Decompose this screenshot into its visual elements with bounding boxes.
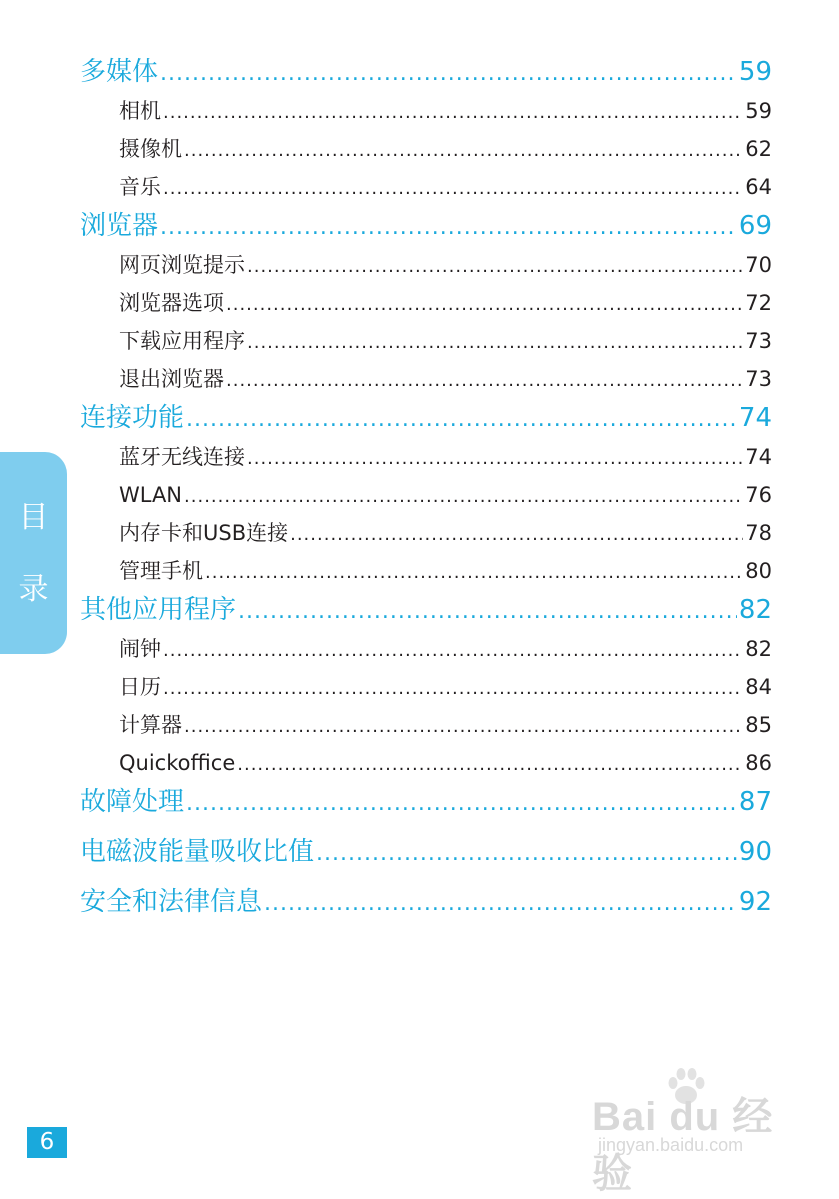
toc-subentry-title: 下载应用程序 <box>119 329 245 353</box>
toc-entry-title: 电磁波能量吸收比值 <box>80 837 315 867</box>
toc-entry-title: 连接功能 <box>80 403 185 433</box>
toc-entry-page: 90 <box>738 837 772 867</box>
toc-subentry-page: 70 <box>745 253 772 277</box>
toc-subentry[interactable] <box>80 168 772 206</box>
chapter-side-tab <box>0 452 67 654</box>
dot-leader <box>163 92 743 132</box>
dot-leader <box>290 514 743 554</box>
toc-subentry-page: 86 <box>745 751 772 775</box>
toc-subentry[interactable] <box>80 130 772 168</box>
toc-subentry-page: 73 <box>745 367 772 391</box>
toc-subentry-title: 摄像机 <box>119 137 182 161</box>
toc-subentry-title: WLAN <box>119 483 183 507</box>
dot-leader <box>160 206 737 248</box>
toc-entry-page: 82 <box>738 595 772 625</box>
toc-subentry[interactable] <box>80 92 772 130</box>
toc-entry-page: 69 <box>738 211 772 241</box>
toc-entry-page: 74 <box>738 403 772 433</box>
toc-subentry-title: 蓝牙无线连接 <box>119 445 245 469</box>
toc-subentry-page: 62 <box>745 137 772 161</box>
toc-entry-title: 故障处理 <box>80 787 185 817</box>
toc-subentry-page: 59 <box>745 99 772 123</box>
dot-leader <box>184 130 743 170</box>
toc-subentry-page: 80 <box>745 559 772 583</box>
toc-subentry-title: 相机 <box>119 99 161 123</box>
baidu-watermark <box>592 1065 792 1196</box>
toc-subentry-title: Quickoffice <box>119 751 236 775</box>
toc-subentry-title: 网页浏览提示 <box>119 253 245 277</box>
side-tab-char: 录 <box>18 572 49 607</box>
dot-leader <box>163 630 743 670</box>
toc-entry[interactable] <box>80 398 772 438</box>
toc-subentry[interactable] <box>80 668 772 706</box>
table-of-contents <box>80 52 772 922</box>
watermark-logo: Bai du 经验 <box>592 1095 774 1196</box>
toc-subentry-page: 82 <box>745 637 772 661</box>
toc-subentry[interactable] <box>80 476 772 514</box>
dot-leader <box>226 284 743 324</box>
dot-leader <box>184 476 743 516</box>
toc-entry[interactable] <box>80 832 772 872</box>
toc-subentry-title: 内存卡和USB连接 <box>119 521 289 545</box>
watermark-url: jingyan.baidu.com <box>598 1135 744 1155</box>
toc-entry-title: 浏览器 <box>80 211 159 241</box>
toc-entry[interactable] <box>80 206 772 246</box>
page-number: 6 <box>27 1127 67 1158</box>
toc-entry[interactable] <box>80 882 772 922</box>
dot-leader <box>316 832 737 874</box>
toc-subentry-title: 计算器 <box>119 713 182 737</box>
dot-leader <box>247 322 743 362</box>
dot-leader <box>247 438 743 478</box>
dot-leader <box>247 246 743 286</box>
dot-leader <box>163 168 743 208</box>
toc-subentry[interactable] <box>80 706 772 744</box>
toc-subentry-page: 73 <box>745 329 772 353</box>
toc-entry-page: 59 <box>738 57 772 87</box>
toc-entry-page: 87 <box>738 787 772 817</box>
toc-subentry-title: 日历 <box>119 675 161 699</box>
toc-subentry-page: 78 <box>745 521 772 545</box>
toc-subentry[interactable] <box>80 514 772 552</box>
toc-entry[interactable] <box>80 782 772 822</box>
toc-subentry[interactable] <box>80 322 772 360</box>
toc-subentry[interactable] <box>80 744 772 782</box>
toc-subentry[interactable] <box>80 552 772 590</box>
toc-subentry[interactable] <box>80 246 772 284</box>
dot-leader <box>160 52 737 94</box>
toc-entry-title: 安全和法律信息 <box>80 887 263 917</box>
toc-entry-page: 92 <box>738 887 772 917</box>
dot-leader <box>205 552 743 592</box>
toc-subentry-page: 72 <box>745 291 772 315</box>
toc-subentry-title: 闹钟 <box>119 637 161 661</box>
toc-subentry[interactable] <box>80 438 772 476</box>
toc-entry[interactable] <box>80 590 772 630</box>
dot-leader <box>186 782 737 824</box>
side-tab-char: 目 <box>18 500 49 535</box>
toc-subentry-title: 浏览器选项 <box>119 291 224 315</box>
dot-leader <box>264 882 737 924</box>
toc-subentry[interactable] <box>80 630 772 668</box>
toc-entry[interactable] <box>80 52 772 92</box>
toc-entry-title: 其他应用程序 <box>80 595 237 625</box>
toc-subentry-title: 退出浏览器 <box>119 367 224 391</box>
dot-leader <box>186 398 737 440</box>
toc-subentry-page: 85 <box>745 713 772 737</box>
toc-subentry-page: 76 <box>745 483 772 507</box>
dot-leader <box>184 706 743 746</box>
toc-subentry-page: 74 <box>745 445 772 469</box>
dot-leader <box>238 590 737 632</box>
toc-subentry-title: 音乐 <box>119 175 161 199</box>
dot-leader <box>237 744 743 784</box>
dot-leader <box>226 360 743 400</box>
toc-subentry-page: 84 <box>745 675 772 699</box>
toc-subentry-title: 管理手机 <box>119 559 203 583</box>
toc-subentry[interactable] <box>80 360 772 398</box>
toc-entry-title: 多媒体 <box>80 57 159 87</box>
toc-subentry[interactable] <box>80 284 772 322</box>
toc-subentry-page: 64 <box>745 175 772 199</box>
dot-leader <box>163 668 743 708</box>
